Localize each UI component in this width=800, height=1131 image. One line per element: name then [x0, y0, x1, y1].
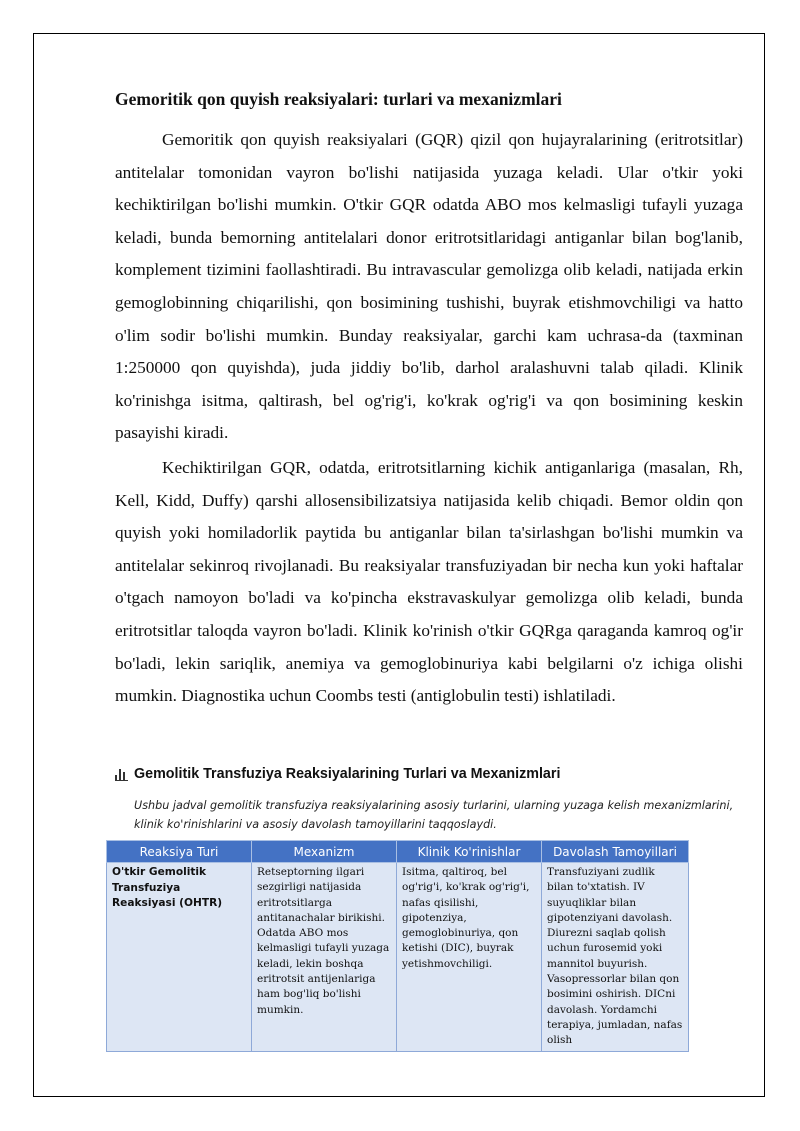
column-header: Mexanizm: [252, 841, 397, 863]
table-row: [107, 863, 689, 1052]
table-header-row: [107, 841, 689, 863]
table-title: [115, 766, 745, 782]
paragraph-acute: Gemoritik qon quyish reaksiyalari (GQR) qizil qon hujayralarining (eritrotsitlar) antitelalar tomonidan vayron bo'lishi natijasida yuzaga keladi. Ular o'tkir yoki kechiktirilgan bo'lishi mumkin. O'tkir GQR odatda ABO mos kelmasligi tufayli yuzaga keladi, bunda bemorning antitelalari donor eritrotsitlaridagi antiganlar bilan bog'lanib, komplement tizimini faollashtiradi. Bu intravascular gemolizga olib keladi, natijada erkin gemoglobinning chiqarilishi, qon bosimining tushishi, buyrak etishmovchiligi va hatto o'lim sodir bo'lishi mumkin. Bunday reaksiyalar, garchi kam uchrasa-da (taxminan 1:250000 qon quyishda), juda jiddiy bo'lib, darhol aralashuvni talab qiladi. Klinik ko'rinishga isitma, qaltirash, bel og'rig'i, ko'krak og'rig'i va qon bosimining keskin pasayishi kiradi.: [115, 130, 743, 443]
table-cell: [252, 863, 397, 1052]
bar-chart-icon: [115, 768, 128, 781]
column-header: Davolash Tamoyillari: [542, 841, 689, 863]
column-header: Klinik Ko'rinishlar: [397, 841, 542, 863]
cell-text: Isitma, qaltiroq, bel og'rig'i, ko'krak og'rig'i, nafas qisilishi, gipotenziya, gemoglobinuriya, qon ketishi (DIC), buyrak yetishmovchiligi.: [402, 866, 530, 970]
document-body: [115, 86, 743, 715]
column-header: Reaksiya Turi: [107, 841, 252, 863]
table-title-text: Gemolitik Transfuziya Reaksiyalarining Turlari va Mexanizmlari: [134, 766, 561, 782]
table-cell: [542, 863, 689, 1052]
reactions-table: [106, 840, 689, 1052]
cell-text: O'tkir Gemolitik Transfuziya Reaksiyasi (OHTR): [112, 866, 223, 909]
document-heading: Gemoritik qon quyish reaksiyalari: turlari va mexanizmlari: [115, 89, 562, 109]
cell-text: Retseptorning ilgari sezgirligi natijasida eritrotsitlarga antitanachalar birikishi. Odatda ABO mos kelmasligi tufayli yuzaga keladi, lekin boshqa eritrotsit antijenlariga ham bog'liq bo'lishi mumkin.: [257, 866, 390, 1016]
table-cell: [397, 863, 542, 1052]
table-caption: Ushbu jadval gemolitik transfuziya reaksiyalarining asosiy turlarini, ularning yuzaga kelish mexanizmlarini, klinik ko'rinishlarini va asosiy davolash tamoyillarini taqqoslaydi.: [134, 799, 734, 831]
paragraph-delayed: Kechiktirilgan GQR, odatda, eritrotsitlarning kichik antiganlariga (masalan, Rh, Kell, Kidd, Duffy) qarshi allosensibilizatsiya natijasida kelib chiqadi. Bemor oldin qon quyish yoki homiladorlik paytida bu antiganlar bilan ta'sirlashgan bo'lishi mumkin va antitelalar sekinroq rivojlanadi. Bu reaksiyalar transfuziyadan bir necha kun yoki haftalar o'tgach namoyon bo'ladi va ko'pincha ekstravaskulyar gemolizga olib keladi, bunda eritrotsitlar taloqda vayron bo'ladi. Klinik ko'rinish o'tkir GQRga qaraganda kamroq og'ir bo'ladi, lekin sariqlik, anemiya va gemoglobinuriya kabi belgilarni o'z ichiga olishi mumkin. Diagnostika uchun Coombs testi (antiglobulin testi) ishlatiladi.: [115, 457, 743, 706]
table-cell: [107, 863, 252, 1052]
cell-text: Transfuziyani zudlik bilan to'xtatish. IV suyuqliklar bilan gipotenziyani davolash. Diurezni saqlab qolish uchun furosemid yoki mannitol buyurish. Vasopressorlar bilan qon bosimini oshirish. DICni davolash. Yordamchi terapiya, jumladan, nafas olish: [547, 866, 683, 1047]
